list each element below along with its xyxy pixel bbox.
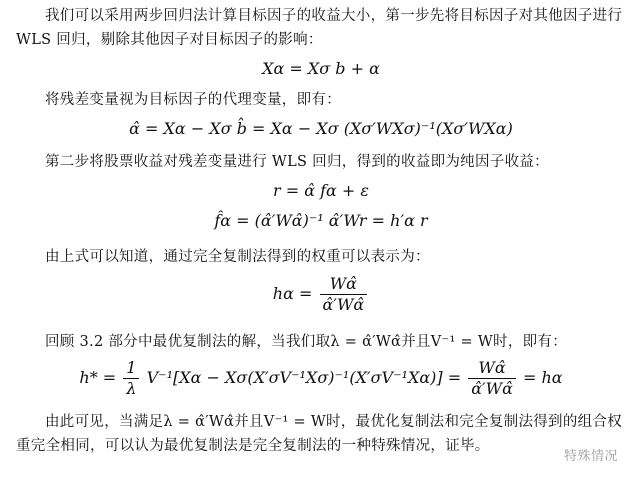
optimal-lhs: h* = bbox=[79, 368, 117, 387]
optimal-fraction-numerator: Wα̂ bbox=[468, 358, 516, 379]
optimal-fraction bbox=[468, 358, 516, 399]
equation-weight-formula bbox=[0, 274, 642, 315]
paragraph-full-replication-weights: 由上式可以知道，通过完全复制法得到的权重可以表示为： bbox=[45, 249, 430, 265]
equation-return-model: r = α̂ fα + ε bbox=[272, 181, 369, 200]
paragraph-optimal-replication: 回顾 3.2 部分中最优复制法的解，当我们取λ = α̂′Wα̂并且V⁻¹ = W时，即有： bbox=[45, 334, 568, 350]
equation-residual: α̂ = Xα − Xσ b̂ = Xα − Xσ (Xσ′WXσ)⁻¹(Xσ′WXα) bbox=[129, 119, 513, 138]
equation-first-step: Xα = Xσ b + α bbox=[262, 59, 380, 78]
paragraph-second-step: 第二步将股票收益对残差变量进行 WLS 回归，得到的收益即为纯因子收益： bbox=[45, 154, 549, 170]
lambda-fraction-numerator: 1 bbox=[123, 358, 139, 379]
equation-pure-factor-return: f̂α = (α̂′Wα̂)⁻¹ α̂′Wr = h′α r bbox=[214, 211, 428, 230]
paragraph-conclusion: 由此可见，当满足λ = α̂′Wα̂并且V⁻¹ = W时，最优化复制法和完全复制法得到的组合权重完全相同，可以认为最优复制法是完全复制法的一种特殊情况，证毕。 bbox=[16, 414, 623, 454]
weight-fraction bbox=[320, 274, 368, 315]
paragraph-two-step-regression: 我们可以采用两步回归法计算目标因子的收益大小，第一步先将目标因子对其他因子进行 WLS 回归，剔除其他因子对目标因子的影响： bbox=[16, 8, 623, 48]
weight-fraction-denominator: α̂′Wα̂ bbox=[322, 295, 365, 314]
optimal-fraction-denominator: α̂′Wα̂ bbox=[471, 379, 513, 398]
weight-lhs: hα = bbox=[272, 284, 313, 303]
paragraph-residual-proxy: 将残差变量视为目标因子的代理变量，即有： bbox=[45, 92, 341, 108]
lambda-fraction bbox=[123, 358, 139, 399]
watermark-text: 特殊情况 bbox=[563, 449, 618, 464]
lambda-fraction-denominator: λ bbox=[126, 379, 137, 398]
optimal-rhs: = hα bbox=[522, 368, 563, 387]
optimal-middle-term: V⁻¹[Xα − Xσ(X′σV⁻¹Xσ)⁻¹(X′σV⁻¹Xα)] = bbox=[146, 368, 462, 387]
weight-fraction-numerator: Wα̂ bbox=[320, 274, 368, 295]
equation-optimal-solution bbox=[0, 358, 642, 399]
